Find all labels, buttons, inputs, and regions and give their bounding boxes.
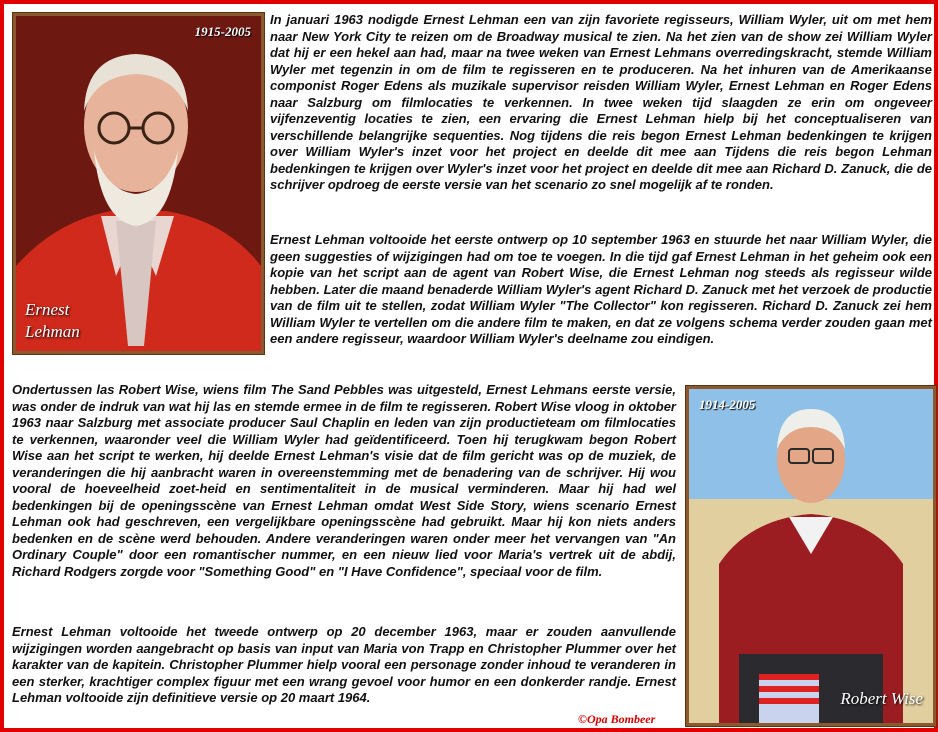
lehman-last-name: Lehman <box>25 322 80 341</box>
robert-wise-photo <box>686 386 936 726</box>
paragraph-2: Ernest Lehman voltooide het eerste ontwerp op 10 september 1963 en stuurde het naar William Wyler, die geen suggesties of wijzigingen had om toe te voegen. In die tijd gaf Ernest Lehman in het geheim ook een kopie van het script aan de agent van Robert Wise, die Ernest Lehman nog steeds als regisseur wilde hebben. Later die maand benaderde William Wyler's agent Richard D. Zanuck met het verzoek de productie van de film uit te stellen, zodat William Wyler "The Collector" kon regisseren. Richard D. Zanuck zei hem William Wyler te vertellen om die andere film te maken, en dat ze volgens schema verder zouden gaan met een andere regisseur, waardoor William Wyler's deelname zou eindigen. <box>270 232 932 346</box>
copyright-label: ©Opa Bombeer <box>578 712 656 726</box>
wise-years-label: 1914-2005 <box>699 397 756 412</box>
paragraph-4: Ernest Lehman voltooide het tweede ontwerp op 20 december 1963, maar er zouden aanvullende wijzigingen worden aangebracht op basis van input van Maria von Trapp en Christopher Plummer over het karakter van de kapitein. Christopher Plummer hielp vooral een personage zonder inhoud te veranderen in een sterker, krachtiger complex figuur met een wrang gevoel voor humor en een donkerder randje. Ernest Lehman voltooide zijn definitieve versie op 20 maart 1964. <box>12 624 676 705</box>
paragraph-1: In januari 1963 nodigde Ernest Lehman een van zijn favoriete regisseurs, William Wyler, uit om met hem naar New York City te reizen om de Broadway musical te zien. Na het zien van de show zei William Wyler dat hij er een hekel aan had, maar na twee weken van Ernest Lehmans overredingskracht, stemde William Wyler met tegenzin in om de film te regisseren en te produceren. Na het inhuren van de Amerikaanse componist Roger Edens als muzikale supervisor reisden William Wyler, Ernest Lehman en Roger Edens naar Salzburg om filmlocaties te verkennen. In twee weken tijd slaagden ze erin om ongeveer vijfenzeventig locaties te zien, een ervaring die Ernest Lehman hielp bij het conceptualiseren van verschillende belangrijke sequenties. Nog tijdens die reis begon Ernest Lehman bedenkingen te krijgen over William Wyler's inzet voor het project en deelde dit mee aan Tijdens die reis begon Lehman bedenkingen te krijgen over Wyler's inzet voor het project en deelde dit mee aan Richard D. Zanuck, die de schrijver opdroeg de eerste versie van het scenario zo snel mogelijk af te ronden. <box>270 12 932 192</box>
wise-name-label: Robert Wise <box>840 689 923 708</box>
paragraph-3: Ondertussen las Robert Wise, wiens film The Sand Pebbles was uitgesteld, Ernest Lehmans eerste versie, was onder de indruk van wat hij las en stemde ermee in de film te regisseren. Robert Wise vloog in oktober 1963 naar Salzburg met associate producer Saul Chaplin en leden van zijn productieteam om filmlocaties te verkennen, waaronder veel die William Wyler had geïdentificeerd. Toen hij terugkwam begon Robert Wise aan het script te werken, hij deelde Ernest Lehman's visie dat de film gericht was op de muziek, de veranderingen die hij aanbracht waren in overeenstemming met de benadering van de schrijver. Hij wou vooral de hoeveelheid zoet-heid en sentimentaliteit in de musical verminderen. Maar hij had wel bedenkingen bij de openingsscène van Ernest Lehman omdat West Side Story, wiens scenario Ernest Lehman ook had geschreven, een vergelijkbare openingsscène had gebruikt. Maar hij kon niets anders bedenken en de scène werd behouden. Andere veranderingen waren onder meer het vervangen van "An Ordinary Couple" door een romantischer nummer, en een nieuw lied voor Maria's vertrek uit de abdij, Richard Rodgers zorgde voor "Something Good" en "I Have Confidence", speciaal voor de film. <box>12 382 676 579</box>
lehman-years-label: 1915-2005 <box>194 24 251 39</box>
ernest-lehman-photo <box>13 13 264 354</box>
lehman-first-name: Ernest <box>25 300 70 319</box>
lehman-name-label <box>25 299 80 343</box>
robert-wise-portrait <box>689 389 933 723</box>
